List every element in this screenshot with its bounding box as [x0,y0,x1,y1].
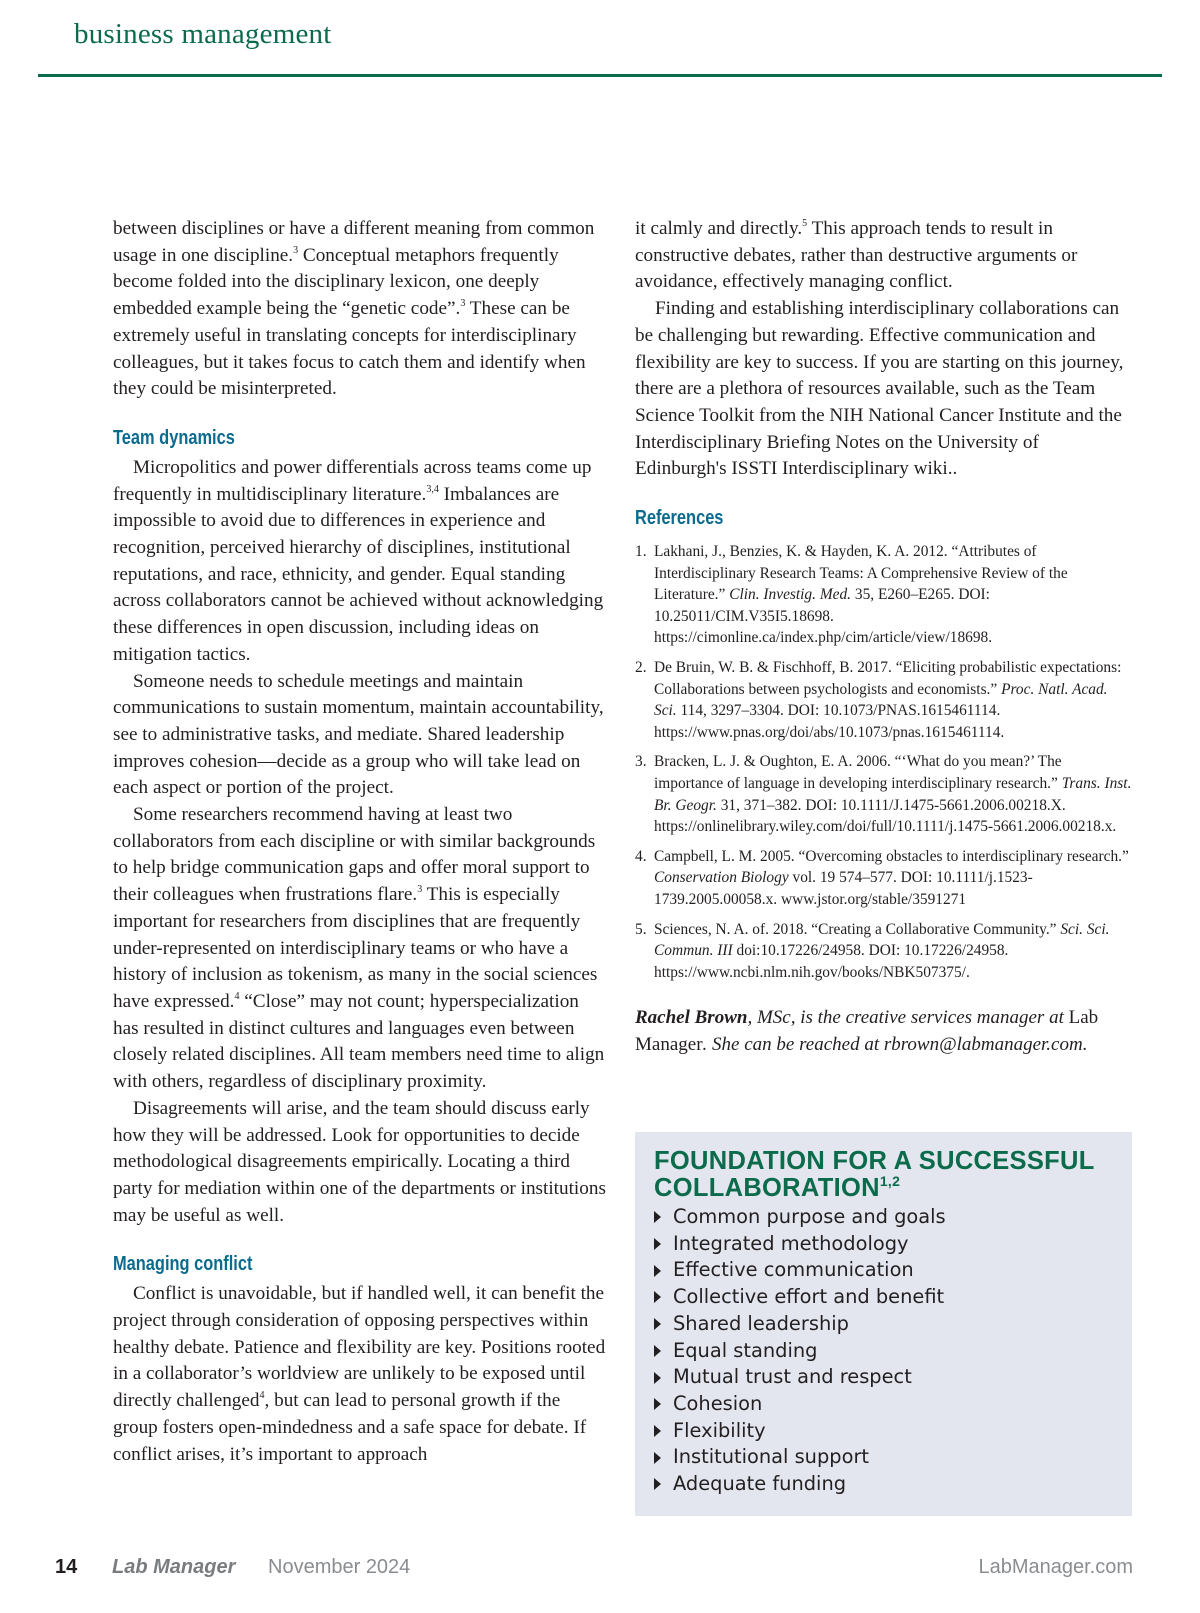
triangle-bullet-icon [654,1478,661,1490]
list-item: Flexibility [654,1418,946,1445]
team-dynamics-paragraph-1: Micropolitics and power differentials across teams come up frequently in multidisciplinary literature.$^{3,4}$ Imbalances are impossible to avoid due to differences in experience and recognition, perceived hierarchy of disciplines, institutional reputations, and race, ethnicity, and gender. Equal standing across collaborators cannot be achieved without acknowledging these differences in open discussion, including ideas on mitigation tactics. [113,456,604,665]
reference-item: 3. Bracken, L. J. & Oughton, E. A. 2006. “‘What do you mean?’ The importance of language in developing interdisciplinary research.” Trans. Inst. Br. Geogr. 31, 371–382. DOI: 10.1111/J.1475-5661.2006.00218.X. https://onlinelibrary.wiley.com/doi/full/10.1111/j.1475-5661.2006.00218.x. [635,753,1132,836]
continued-paragraph: it calmly and directly.$^5$ This approach tends to result in constructive debates, rather than destructive arguments or avoidance, effectively managing conflict. [635,218,1078,293]
list-item: Effective communication [654,1257,946,1284]
reference-item: 1. Lakhani, J., Benzies, K. & Hayden, K. A. 2012. “Attributes of Interdisciplinary Research Teams: A Comprehensive Review of the Literature.” Clin. Investig. Med. 35, E260–E265. DOI: 10.25011/CIM.V35I5.18698. https://cimonline.ca/index.php/cim/article/view/18698. [635,543,1068,647]
list-item: Cohesion [654,1391,946,1418]
triangle-bullet-icon [654,1398,661,1410]
triangle-bullet-icon [654,1211,661,1223]
sidebar-box-title: FOUNDATION FOR A SUCCESSFUL COLLABORATION$^{1,2}$ [654,1147,1095,1202]
team-dynamics-paragraph-2: Someone needs to schedule meetings and maintain communications to sustain momentum, maintain accountability, see to administrative tasks, and mediate. Shared leadership improves cohesion—decide as a group who will take lead on each aspect or portion of the project. [113,670,604,799]
managing-conflict-heading: Managing conflict [113,1253,253,1276]
triangle-bullet-icon [654,1291,661,1303]
triangle-bullet-icon [654,1452,661,1464]
left-column [113,216,609,1468]
triangle-bullet-icon [654,1345,661,1357]
triangle-bullet-icon [654,1425,661,1437]
page-number: 14 [55,1556,78,1578]
triangle-bullet-icon [654,1238,661,1250]
section-label: business management [74,18,332,50]
team-dynamics-paragraph-3: Some researchers recommend having at least two collaborators from each discipline or with similar backgrounds to help bridge communication gaps and offer moral support to their colleagues when frustrations flare.$^3$ This is especially important for researchers from disciplines that are frequently under-represented on interdisciplinary teams or who have a history of inclusion as tokenism, as many in the social sciences have expressed.$^4$ “Close” may not count; hyperspecialization has resulted in distinct cultures and languages even between closely related disciplines. All team members need time to align with others, regardless of disciplinary proximity. [113,804,605,1093]
list-item: Collective effort and benefit [654,1284,946,1311]
collaboration-sidebar-box [635,1132,1132,1516]
list-item: Equal standing [654,1338,946,1365]
header-divider [38,74,1162,77]
triangle-bullet-icon [654,1318,661,1330]
managing-conflict-paragraph: Conflict is unavoidable, but if handled well, it can benefit the project through consideration of opposing perspectives within healthy debate. Patience and flexibility are key. Positions rooted in a collaborator’s worldview are unlikely to be exposed until directly challenged$^4$, but can lead to personal growth if the group fosters open-mindedness and a safe space for debate. If conflict arises, it’s important to approach [113,1283,606,1465]
right-column [635,216,1132,1059]
list-item: Institutional support [654,1444,946,1471]
list-item: Mutual trust and respect [654,1364,946,1391]
reference-item: 2. De Bruin, W. B. & Fischhoff, B. 2017. “Eliciting probabilistic expectations: Collaborations between psychologists and economists.” Proc. Natl. Acad. Sci. 114, 3297–3304. DOI: 10.1073/PNAS.1615461114. https://www.pnas.org/doi/abs/10.1073/pnas.1615461114. [635,659,1122,741]
triangle-bullet-icon [654,1372,661,1384]
publication-name: Lab Manager [112,1556,236,1578]
reference-item: 4. Campbell, L. M. 2005. “Overcoming obstacles to interdisciplinary research.” Conservation Biology vol. 19 574–577. DOI: 10.1111/j.1523-1739.2005.00058.x. www.jstor.org/stable/3591271 [635,847,1129,908]
issue-date: November 2024 [268,1556,411,1578]
closing-paragraph: Finding and establishing interdisciplinary collaborations can be challenging but rewarding. Effective communication and flexibility are key to success. If you are starting on this journey, there are a plethora of resources available, such as the Team Science Toolkit from the NIH National Cancer Institute and the Interdisciplinary Briefing Notes on the University of Edinburgh's ISSTI Interdisciplinary wiki.. [635,298,1124,480]
page-footer [0,1556,1200,1586]
list-item: Common purpose and goals [654,1204,946,1231]
team-dynamics-heading: Team dynamics [113,426,235,449]
sidebar-box-list [654,1204,946,1498]
references-list [635,541,1132,983]
list-item: Adequate funding [654,1471,946,1498]
list-item: Shared leadership [654,1311,946,1338]
references-heading: References [635,507,724,530]
triangle-bullet-icon [654,1265,661,1277]
intro-paragraph: between disciplines or have a different meaning from common usage in one discipline.$^3$ Conceptual metaphors frequently become folded into the disciplinary lexicon, one deeply embedded example being the “genetic code”.$^3$ These can be extremely useful in translating concepts for interdisciplinary colleagues, but it takes focus to catch them and identify when they could be misinterpreted. [113,218,595,400]
website-link[interactable]: LabManager.com [978,1556,1133,1578]
reference-item: 5. Sciences, N. A. of. 2018. “Creating a Collaborative Community.” Sci. Sci. Commun. III doi:10.17226/24958. DOI: 10.17226/24958. https://www.ncbi.nlm.nih.gov/books/NBK507375/. [635,920,1110,981]
list-item: Integrated methodology [654,1231,946,1258]
team-dynamics-paragraph-4: Disagreements will arise, and the team should discuss early how they will be addressed. Look for opportunities to decide methodological disagreements empirically. Locating a third party for mediation within one of the departments or institutions may be useful as well. [113,1097,606,1226]
author-bio: Rachel Brown, MSc, is the creative services manager at Lab Manager. She can be reached at rbrown@labmanager.com. [635,1007,1099,1056]
